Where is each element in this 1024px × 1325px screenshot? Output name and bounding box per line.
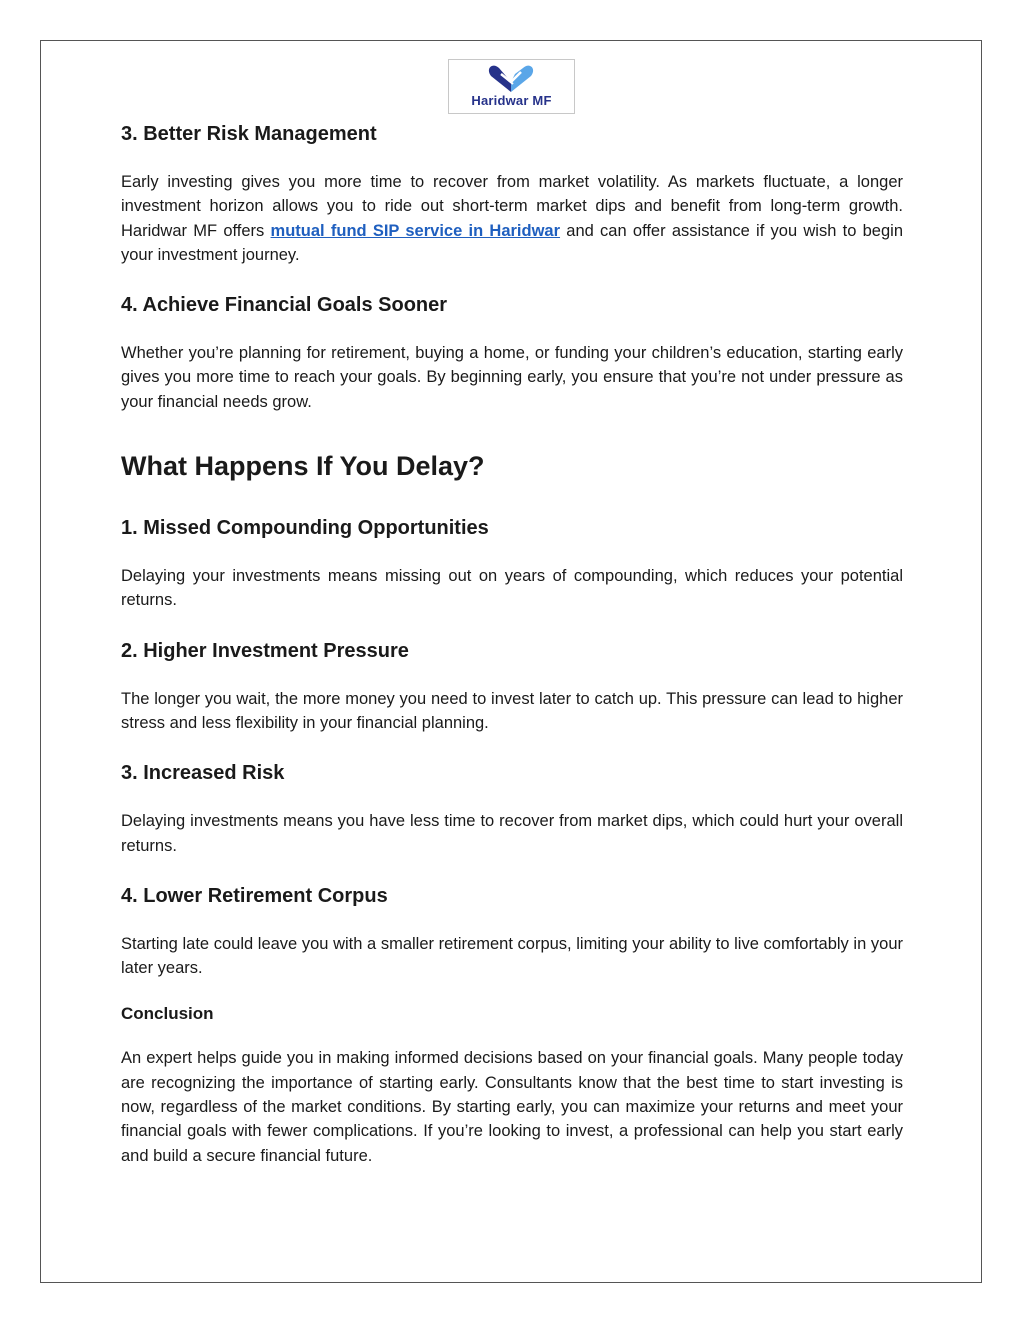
haridwar-mf-logo <box>448 59 575 114</box>
paragraph-achieve-goals: Whether you’re planning for retirement, buying a home, or funding your children’s education, starting early gives you more time to reach your goals. By beginning early, you ensure that you’re not under pressure as your financial needs grow. <box>121 344 903 411</box>
paragraph-increased-risk: Delaying investments means you have less time to recover from market dips, which could hurt your overall returns. <box>121 812 903 855</box>
paragraph-lower-retirement: Starting late could leave you with a smaller retirement corpus, limiting your ability to live comfortably in your later years. <box>121 934 903 978</box>
logo-text: Haridwar MF <box>471 93 552 108</box>
heading-achieve-goals: 4. Achieve Financial Goals Sooner <box>121 294 448 317</box>
paragraph-higher-pressure: The longer you wait, the more money you need to invest later to catch up. This pressure can lead to higher stress and less flexibility in your financial planning. <box>121 689 903 732</box>
paragraph-better-risk-management: Early investing gives you more time to recover from market volatility. As markets fluctuate, a longer investment horizon allows you to ride out short-term market dips and benefit from long-term growth. Haridwar MF offers mutual fund SIP service in Haridwar and can offer assistance if you wish to begin your investment journey. <box>121 173 904 264</box>
paragraph-missed-compounding: Delaying your investments means missing out on years of compounding, which reduces your potential returns. <box>121 567 903 610</box>
heading-better-risk-management: 3. Better Risk Management <box>121 123 377 145</box>
heading-missed-compounding: 1. Missed Compounding Opportunities <box>121 517 489 540</box>
paragraph-conclusion: An expert helps guide you in making informed decisions based on your financial goals. Many people today are recognizing the importance of starting early. Consultants know that the best time to start investing is now, regardless of the market conditions. By starting early, you can maximize your returns and meet your financial goals with fewer complications. If you’re looking to invest, a professional can help you start early and build a secure financial future. <box>121 1049 903 1165</box>
heading-what-happens: What Happens If You Delay? <box>121 451 485 482</box>
heading-lower-retirement: 4. Lower Retirement Corpus <box>121 884 388 907</box>
mutual-fund-sip-link[interactable]: mutual fund SIP service in Haridwar <box>270 221 561 240</box>
handshake-heart-icon <box>449 60 574 94</box>
heading-conclusion: Conclusion <box>121 1004 214 1024</box>
heading-increased-risk: 3. Increased Risk <box>121 762 285 785</box>
heading-higher-pressure: 2. Higher Investment Pressure <box>121 639 409 662</box>
document-content <box>121 120 903 1168</box>
